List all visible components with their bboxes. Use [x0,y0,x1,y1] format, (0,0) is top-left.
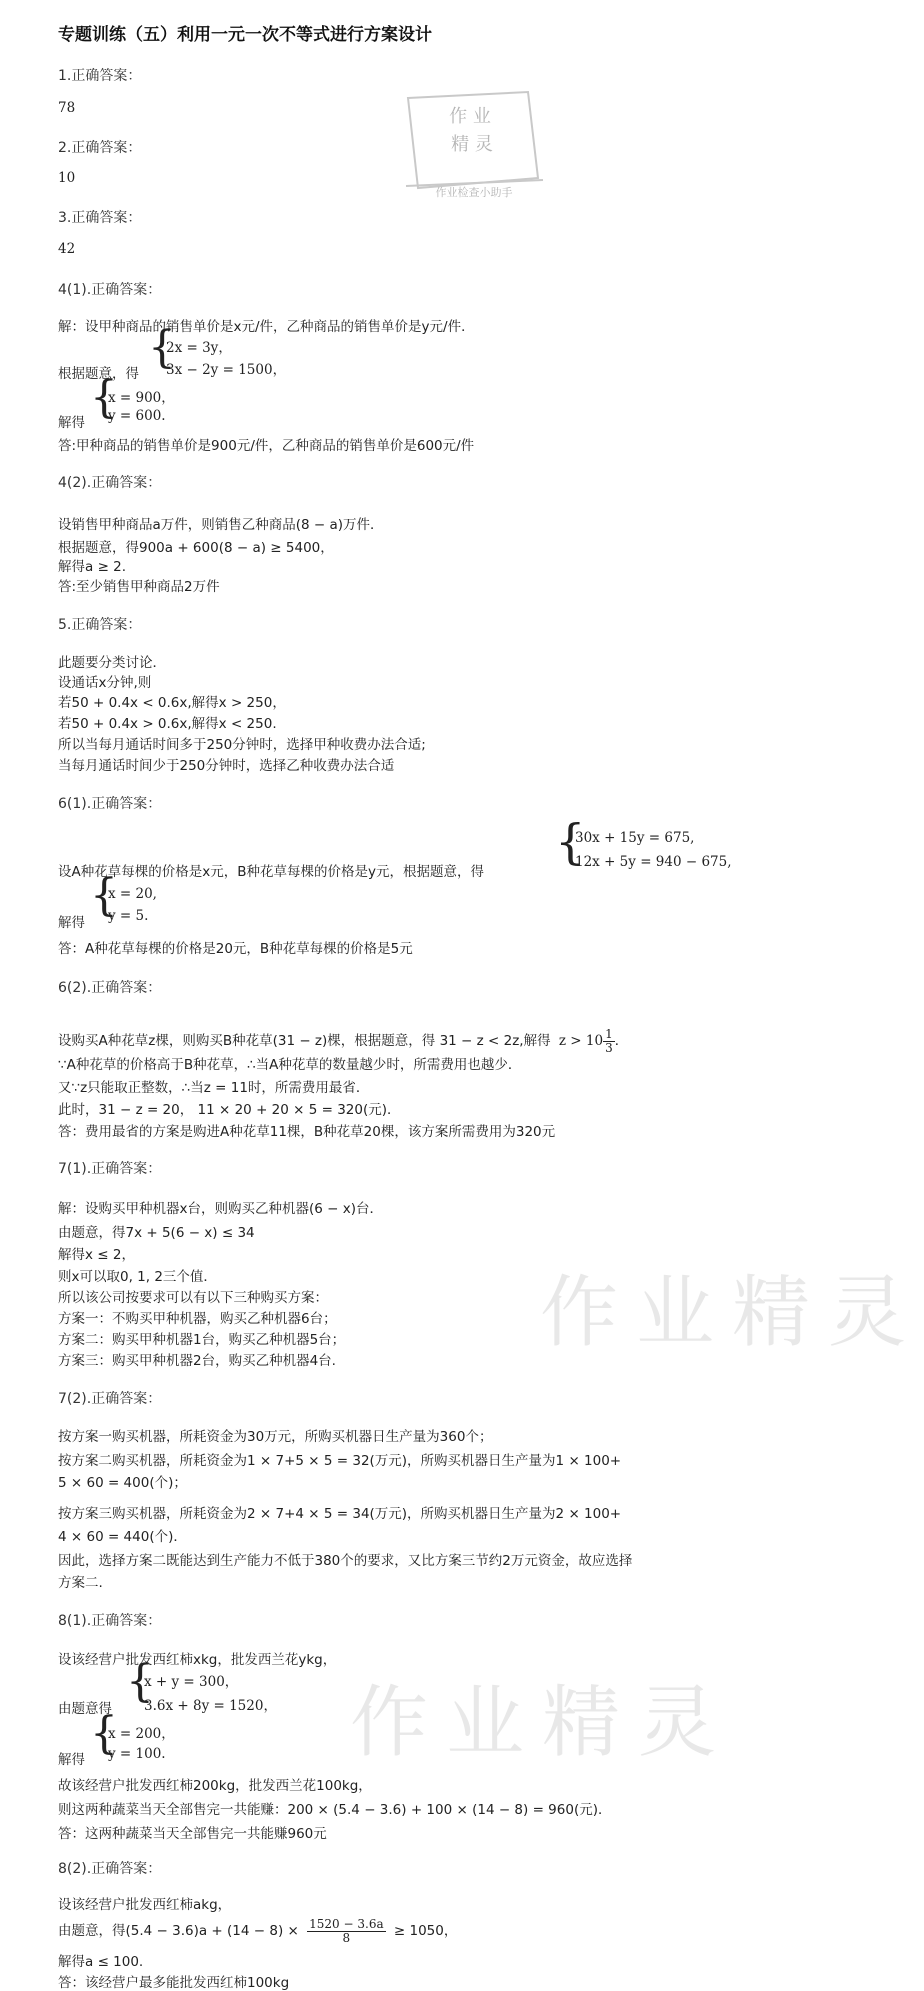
solution-line: 方案二：购买甲种机器1台，购买乙种机器5台； [58,1332,346,1348]
solution-line: 因此，选择方案二既能达到生产能力不低于380个的要求，又比方案三节约2万元资金，故应选择 [58,1553,633,1569]
svg-text:作业检查小助手: 作业检查小助手 [435,186,513,199]
equation-system: { x = 20, y = 5. [90,870,157,924]
solution-line: 又∵z只能取正整数，∴当z = 11时，所需费用最省． [58,1080,370,1096]
answer-value: 42 [58,241,76,257]
answer-heading: 4(1).正确答案： [58,282,162,298]
solution-line: 根据题意，得900a + 600(8 − a) ≥ 5400， [58,540,334,556]
answer-heading: 1.正确答案： [58,68,142,84]
solution-line: 设销售甲种商品a万件，则销售乙种商品(8 − a)万件． [58,517,384,533]
equation-system: { 30x + 15y = 675, 12x + 5y = 940 − 675, [555,814,732,870]
solution-line: 所以该公司按要求可以有以下三种购买方案： [58,1290,328,1306]
solution-line: 若50 + 0.4x > 0.6x,解得x < 250. [58,716,277,732]
solution-line: 解得 [58,1752,85,1768]
page-title: 专题训练（五）利用一元一次不等式进行方案设计 [58,25,432,45]
solution-line: 答：A种花草每棵的价格是20元，B种花草每棵的价格是5元 [58,941,413,957]
answer-heading: 2.正确答案： [58,140,142,156]
solution-line: 设该经营户批发西红柿xkg，批发西兰花ykg， [58,1652,337,1668]
solution-line: 解得 [58,915,85,931]
solution-line: 答:甲种商品的销售单价是900元/件，乙种商品的销售单价是600元/件 [58,438,475,454]
svg-text:精 灵: 精 灵 [451,134,493,155]
svg-text:作 业: 作 业 [449,106,491,127]
solution-line: 根据题意，得 [58,366,139,382]
solution-line: 此时，31 − z = 20， 11 × 20 + 20 × 5 = 320(元)． [58,1102,401,1118]
solution-line: 当每月通话时间少于250分钟时，选择乙种收费办法合适 [58,758,395,774]
watermark: 作业精灵 [540,1268,924,1358]
solution-line: 解得a ≥ 2. [58,559,127,575]
equation-system: { x + y = 300， 3.6x + 8y = 1520， [126,1656,277,1714]
solution-line: 按方案二购买机器，所耗资金为1 × 7+5 × 5 = 32(万元)，所购买机器日生产量为1 × 100+ [58,1453,622,1469]
solution-line: 设A种花草每棵的价格是x元，B种花草每棵的价格是y元，根据题意，得 [58,864,484,880]
solution-line: 则x可以取0, 1, 2三个值． [58,1269,217,1285]
fraction: $\frac{1520 - 3.6a}{8}$ [309,1917,384,1945]
solution-line: 答：费用最省的方案是购进A种花草11棵，B种花草20棵，该方案所需费用为320元 [58,1124,556,1140]
fraction: $\frac{1}{3}$ [605,1027,613,1055]
homework-stamp-logo [388,88,552,206]
solution-line: 5 × 60 = 400(个)； [58,1475,187,1491]
solution-line: 由题意，得7x + 5(6 − x) ≤ 34 [58,1225,255,1241]
answer-heading: 8(1).正确答案： [58,1613,162,1629]
solution-line: ∵A种花草的价格高于B种花草，∴当A种花草的数量越少时，所需费用也越少． [58,1057,522,1073]
solution-line: 按方案三购买机器，所耗资金为2 × 7+4 × 5 = 34(万元)，所购买机器日生产量为2 × 100+ [58,1506,622,1522]
answer-heading: 7(2).正确答案： [58,1391,162,1407]
solution-line: 由题意，得(5.4 − 3.6)a + (14 − 8) × $\frac{1520 - 3.6a}{8}$ ≥ 1050， [58,1917,458,1945]
solution-line: 方案三：购买甲种机器2台，购买乙种机器4台. [58,1353,336,1369]
solution-line: 则这两种蔬菜当天全部售完一共能赚：200 × (5.4 − 3.6) + 100 × (14 − 8) = 960(元)． [58,1802,612,1818]
solution-line: 由题意得 [58,1701,112,1717]
answer-heading: 5.正确答案： [58,617,142,633]
solution-line: 解：设购买甲种机器x台，则购买乙种机器(6 − x)台． [58,1201,383,1217]
solution-line: 方案二. [58,1575,103,1591]
solution-line: 答：这两种蔬菜当天全部售完一共能赚960元 [58,1826,327,1842]
solution-line: 答：该经营户最多能批发西红柿100kg [58,1975,290,1991]
solution-line: 解得x ≤ 2， [58,1247,135,1263]
answer-value: 78 [58,100,76,116]
equation-system: { x = 900， y = 600. [90,372,175,424]
answer-heading: 3.正确答案： [58,210,142,226]
watermark: 作业精灵 [350,1678,735,1768]
solution-line: 按方案一购买机器，所耗资金为30万元，所购买机器日生产量为360个； [58,1429,493,1445]
solution-line: 若50 + 0.4x < 0.6x,解得x > 250， [58,695,286,711]
solution-line: 方案一：不购买甲种机器，购买乙种机器6台； [58,1311,337,1327]
solution-line: 设该经营户批发西红柿akg， [58,1897,232,1913]
answer-heading: 6(2).正确答案： [58,980,162,996]
answer-heading: 8(2).正确答案： [58,1861,162,1877]
solution-line: 此题要分类讨论． [58,655,166,671]
equation-system: { 2x = 3y， 3x − 2y = 1500， [148,322,287,378]
solution-line: 解得a ≤ 100. [58,1954,144,1970]
solution-line: 设通话x分钟,则 [58,675,152,691]
solution-line: 故该经营户批发西红柿200kg，批发西兰花100kg， [58,1778,372,1794]
answer-heading: 6(1).正确答案： [58,796,162,812]
solution-line: 解：设甲种商品的销售单价是x元/件，乙种商品的销售单价是y元/件． [58,319,475,335]
solution-line: 所以当每月通话时间多于250分钟时，选择甲种收费办法合适; [58,737,426,753]
solution-line: 设购买A种花草z棵，则购买B种花草(31 − z)棵，根据题意，得 31 − z < 2z,解得 z > 10 $\frac{1}{3}$ ． [58,1027,629,1055]
equation-system: { x = 200， y = 100. [90,1708,175,1762]
solution-line: 解得 [58,415,85,431]
answer-value: 10 [58,170,76,186]
solution-line: 答:至少销售甲种商品2万件 [58,579,220,595]
answer-heading: 7(1).正确答案： [58,1161,162,1177]
answer-heading: 4(2).正确答案： [58,475,162,491]
solution-line: 4 × 60 = 440(个)． [58,1529,187,1545]
